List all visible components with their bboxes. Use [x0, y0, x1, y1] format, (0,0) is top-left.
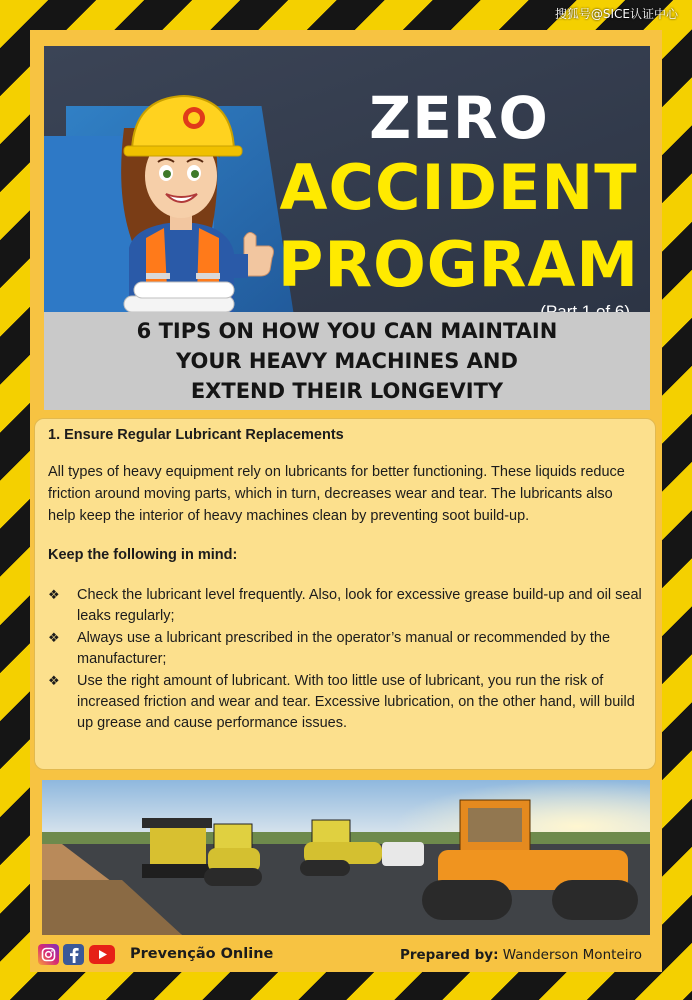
- watermark-text: 搜狐号@SICE认证中心: [554, 7, 678, 21]
- prepared-by: [400, 947, 642, 963]
- facebook-icon[interactable]: [63, 944, 84, 965]
- list-item-text: Always use a lubricant prescribed in the operator’s manual or recommended by the manufacturer;: [77, 630, 611, 667]
- poster-footer: [30, 938, 662, 972]
- list-item: [48, 628, 643, 670]
- list-item: [48, 671, 643, 734]
- prepared-label: Prepared by:: [399, 947, 499, 963]
- instagram-icon[interactable]: [38, 944, 59, 965]
- diamond-bullet-icon: ❖: [48, 588, 60, 603]
- social-icons: [38, 944, 115, 965]
- list-item-text: Check the lubricant level frequently. Also, look for excessive grease build-up and oil seal leaks regularly;: [77, 587, 642, 624]
- poster-frame: [30, 30, 662, 972]
- diamond-bullet-icon: ❖: [48, 674, 60, 689]
- list-item-text: Use the right amount of lubricant. With too little use of lubricant, you run the risk of increased friction and wear and tear. Excessive lubrication, on the other hand, will build up grease and cause performance issues.: [77, 673, 635, 731]
- brand-name: Prevenção Online: [130, 946, 274, 962]
- subtitle-text: 6 TIPS ON HOW YOU CAN MAINTAIN YOUR HEAVY MACHINES AND EXTEND THEIR LONGEVITY: [136, 319, 558, 403]
- worker-illustration: [84, 58, 284, 329]
- author-name: Wanderson Monteiro: [502, 947, 642, 963]
- title-accident: ACCIDENT: [279, 151, 638, 224]
- title-zero: ZERO: [369, 84, 549, 152]
- tip-bullet-list: [48, 585, 643, 734]
- tip-heading: 1. Ensure Regular Lubricant Replacements: [48, 427, 344, 443]
- diamond-bullet-icon: ❖: [48, 631, 60, 646]
- title-program: PROGRAM: [277, 228, 640, 301]
- tip-paragraph: All types of heavy equipment rely on lubricants for better functioning. These liquids reduce friction around moving parts, which in turn, decreases wear and tear. The lubricants also help keep the interior of heavy machines clean by preventing soot build-up.: [48, 464, 625, 524]
- tip-content-box: [34, 418, 656, 770]
- keep-in-mind-heading: Keep the following in mind:: [48, 547, 238, 563]
- youtube-icon[interactable]: [88, 944, 115, 965]
- subtitle-banner: [44, 312, 650, 410]
- hero-banner: [44, 46, 650, 329]
- road-construction-photo: [42, 780, 650, 935]
- list-item: [48, 585, 643, 627]
